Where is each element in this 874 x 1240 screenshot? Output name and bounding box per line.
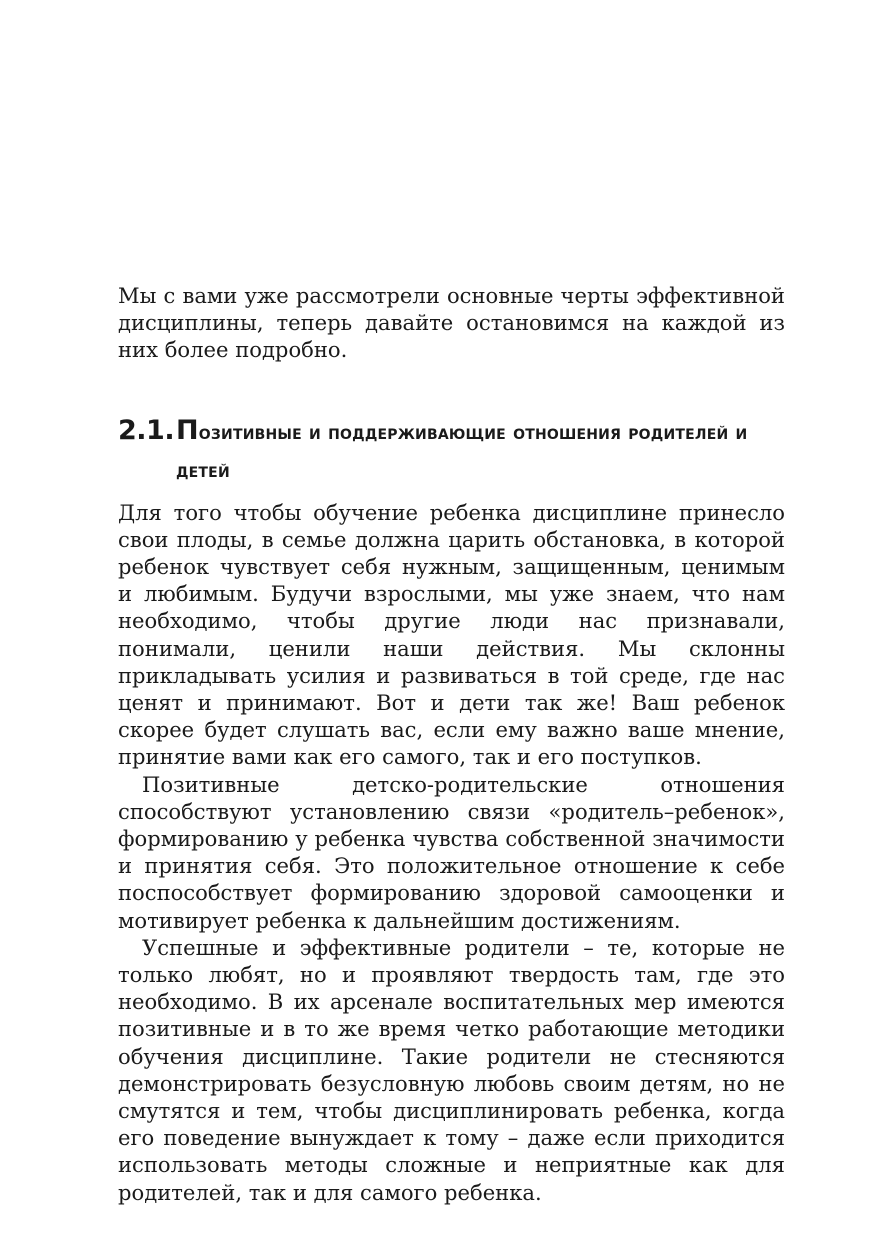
section-title-rest: озитивные и поддерживающие отношения родителей и детей bbox=[176, 419, 748, 482]
body-paragraph-3: Успешные и эффективные родители – те, которые не только любят, но и проявляют твердость там, где это необходимо. В их арсенале воспитательных мер имеются позитивные и в то же время четко работающие методики обучения дисциплине. Такие родители не стесняются демонстрировать безусловную любовь своим детям, но не смутятся и тем, чтобы дисциплинировать ребенка, когда его поведение вынуждает к тому – даже если приходится использовать методы сложные и неприятные как для родителей, так и для самого ребенка. bbox=[118, 934, 785, 1205]
intro-paragraph: Мы с вами уже рассмотрели основные черты эффективной дисциплины, теперь давайте остановимся на каждой из них более подробно. bbox=[118, 283, 785, 363]
section-title bbox=[176, 412, 785, 489]
section-number: 2.1. bbox=[118, 414, 175, 446]
body-paragraph-2: Позитивные детско-родительские отношения способствуют установлению связи «родитель–ребенок», формированию у ребенка чувства собственной значимости и принятия себя. Это положительное отношение к себе поспособствует формированию здоровой самооценки и мотивирует ребенка к дальнейшим достижениям. bbox=[118, 771, 785, 933]
body-paragraph-1: Для того чтобы обучение ребенка дисциплине принесло свои плоды, в семье должна царить обстановка, в которой ребенок чувствует себя нужным, защищенным, ценимым и любимым. Будучи взрослыми, мы уже знаем, что нам необходимо, чтобы другие люди нас признавали, понимали, ценили наши действия. Мы склонны прикладывать усилия и развиваться в той среде, где нас ценят и принимают. Вот и дети так же! Ваш ребенок скорее будет слушать вас, если ему важно ваше мнение, принятие вами как его самого, так и его поступков. bbox=[118, 499, 785, 770]
section-title-initial: П bbox=[176, 414, 199, 446]
page-content bbox=[118, 282, 785, 1206]
section-heading bbox=[118, 412, 785, 489]
